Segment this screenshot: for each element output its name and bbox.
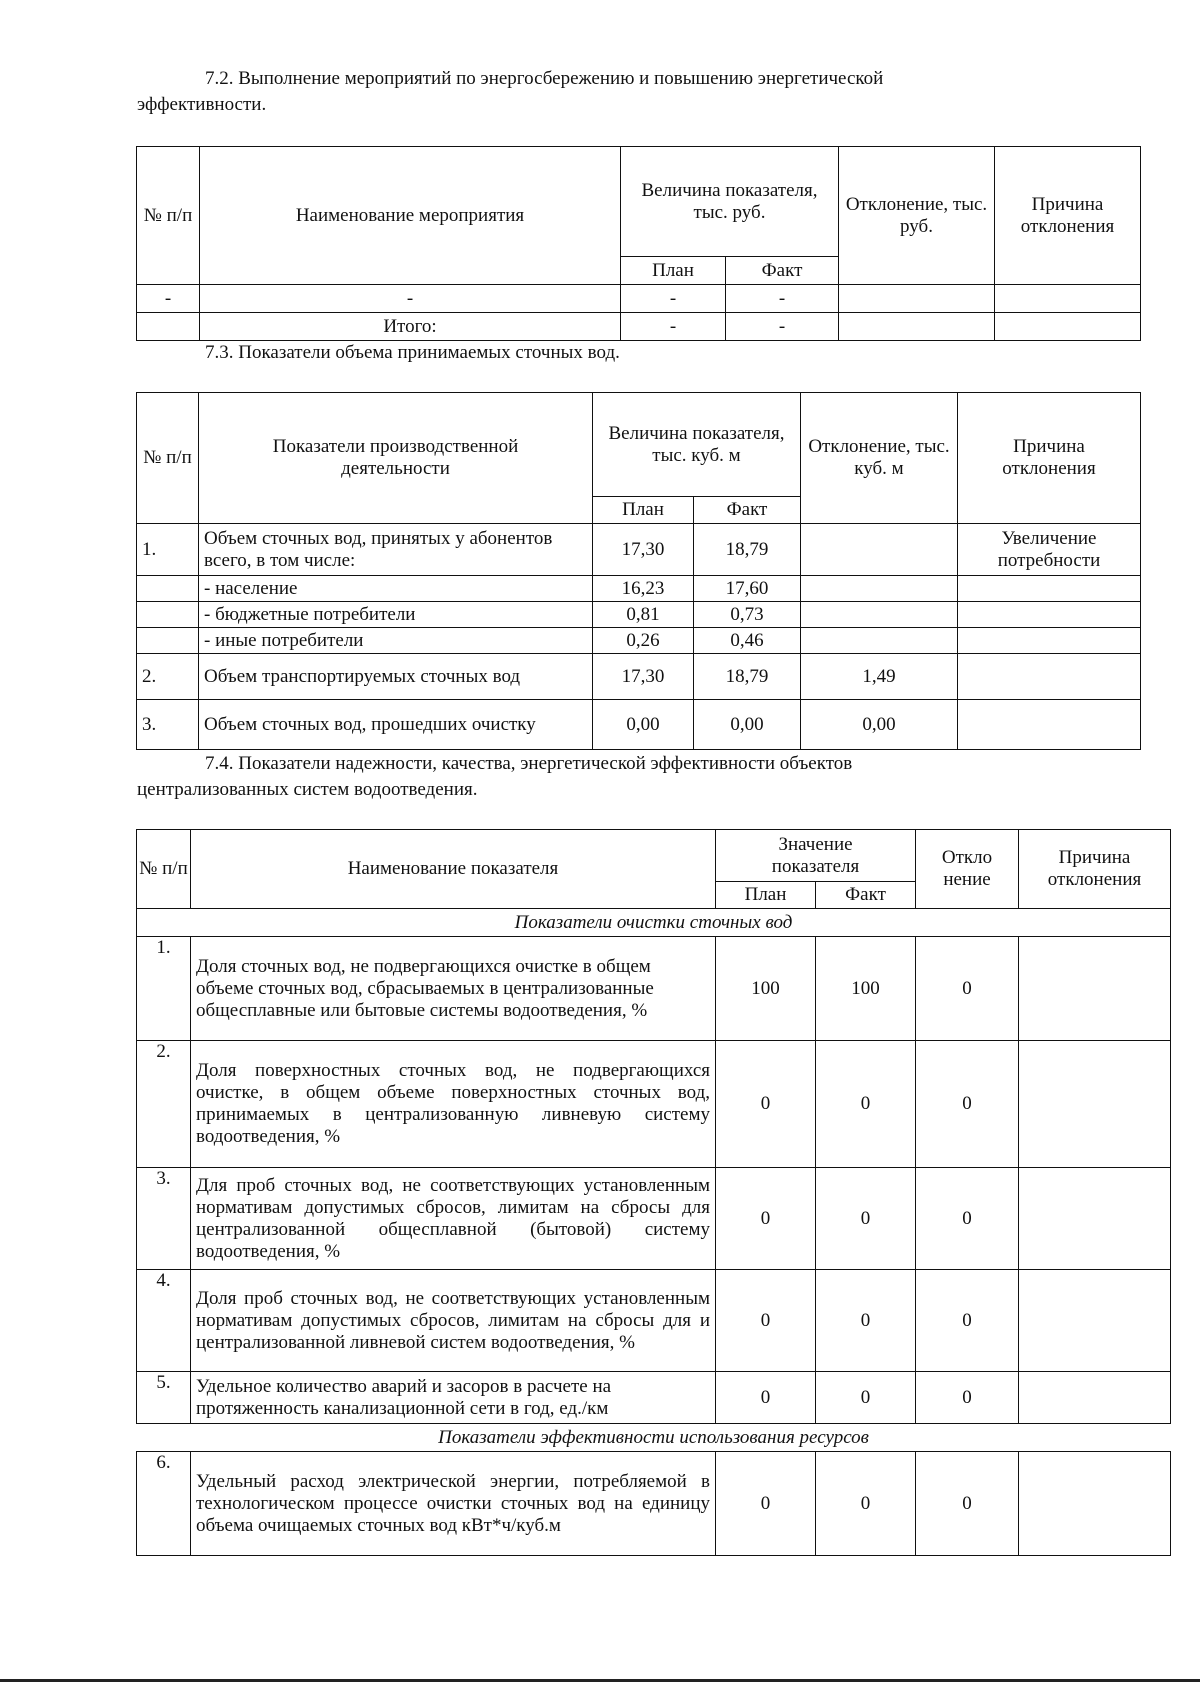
col-plan-header: План [621,257,726,285]
table-7-2 [136,146,1141,341]
section-7-2-heading: 7.2. Выполнение мероприятий по энергосбережению и повышению энергетической эффективности. [137,68,884,115]
col-value-header: Величина показателя, тыс. куб. м [593,393,801,497]
col-name-header: Наименование мероприятия [200,147,621,285]
col-fact-header: Факт [694,497,801,524]
col-plan-header: План [593,497,694,524]
col-reason-header: Причина отклонения [995,147,1141,285]
col-fact-header: Факт [816,882,916,909]
table-row: 2. Доля поверхностных сточных вод, не подвергающихся очистке, в общем объеме поверхностных сточных вод, принимаемых в централизованную ливневую систему водоотведения, % 0 0 0 [137,1041,1171,1168]
col-num-header: № п/п [137,393,199,524]
table-row: - бюджетные потребители 0,81 0,73 [137,602,1141,628]
table-row: 4. Доля проб сточных вод, не соответствующих установленным нормативам допустимых сбросов, лимитам на сбросы для и централизованной ливневой систем водоотведения, % 0 0 0 [137,1270,1171,1372]
col-deviation-header: Отклонение, тыс. руб. [839,147,995,285]
table-row: 1. Объем сточных вод, принятых у абонентов всего, в том числе: 17,30 18,79 Увеличение потребности [137,524,1141,576]
section-7-4-heading: 7.4. Показатели надежности, качества, энергетической эффективности объектов централизованных систем водоотведения. [137,753,853,800]
col-num-header: № п/п [137,830,191,909]
col-deviation-header: Откло нение [916,830,1019,909]
subheader-cleaning: Показатели очистки сточных вод [137,909,1171,937]
col-name-header: Наименование показателя [191,830,716,909]
col-fact-header: Факт [726,257,839,285]
table-7-3 [136,392,1141,750]
col-num-header: № п/п [137,147,200,285]
table-7-4 [136,829,1171,1556]
col-plan-header: План [716,882,816,909]
table-row: 5. Удельное количество аварий и засоров в расчете на протяженность канализационной сети в год, ед./км 0 0 0 [137,1372,1171,1424]
col-deviation-header: Отклонение, тыс. куб. м [801,393,958,524]
table-row: - - - - [137,285,1141,313]
col-reason-header: Причина отклонения [1019,830,1171,909]
table-row: 2. Объем транспортируемых сточных вод 17,30 18,79 1,49 [137,654,1141,700]
table-row: - население 16,23 17,60 [137,576,1141,602]
col-reason-header: Причина отклонения [958,393,1141,524]
table-row: 3. Для проб сточных вод, не соответствующих установленным нормативам допустимых сбросов, лимитам на сбросы для централизованной общесплавной (бытовой) систему водоотведения, % 0 0 0 [137,1168,1171,1270]
col-name-header: Показатели производственной деятельности [199,393,593,524]
table-row: - иные потребители 0,26 0,46 [137,628,1141,654]
col-value-header: Величина показателя, тыс. руб. [621,147,839,257]
col-value-header: Значение показателя [716,830,916,882]
table-row: 1. Доля сточных вод, не подвергающихся очистке в общем объеме сточных вод, сбрасываемых в централизованные общесплавные или бытовые системы водоотведения, % 100 100 0 [137,937,1171,1041]
table-total-row: Итого: - - [137,313,1141,341]
subheader-resources: Показатели эффективности использования ресурсов [137,1424,1171,1452]
table-row: 3. Объем сточных вод, прошедших очистку 0,00 0,00 0,00 [137,700,1141,750]
page-bottom-rule [0,1679,1200,1682]
section-7-3-heading: 7.3. Показатели объема принимаемых сточных вод. [205,342,620,363]
table-row: 6. Удельный расход электрической энергии, потребляемой в технологическом процессе очистки сточных вод на единицу объема очищаемых сточных вод кВт*ч/куб.м 0 0 0 [137,1452,1171,1556]
